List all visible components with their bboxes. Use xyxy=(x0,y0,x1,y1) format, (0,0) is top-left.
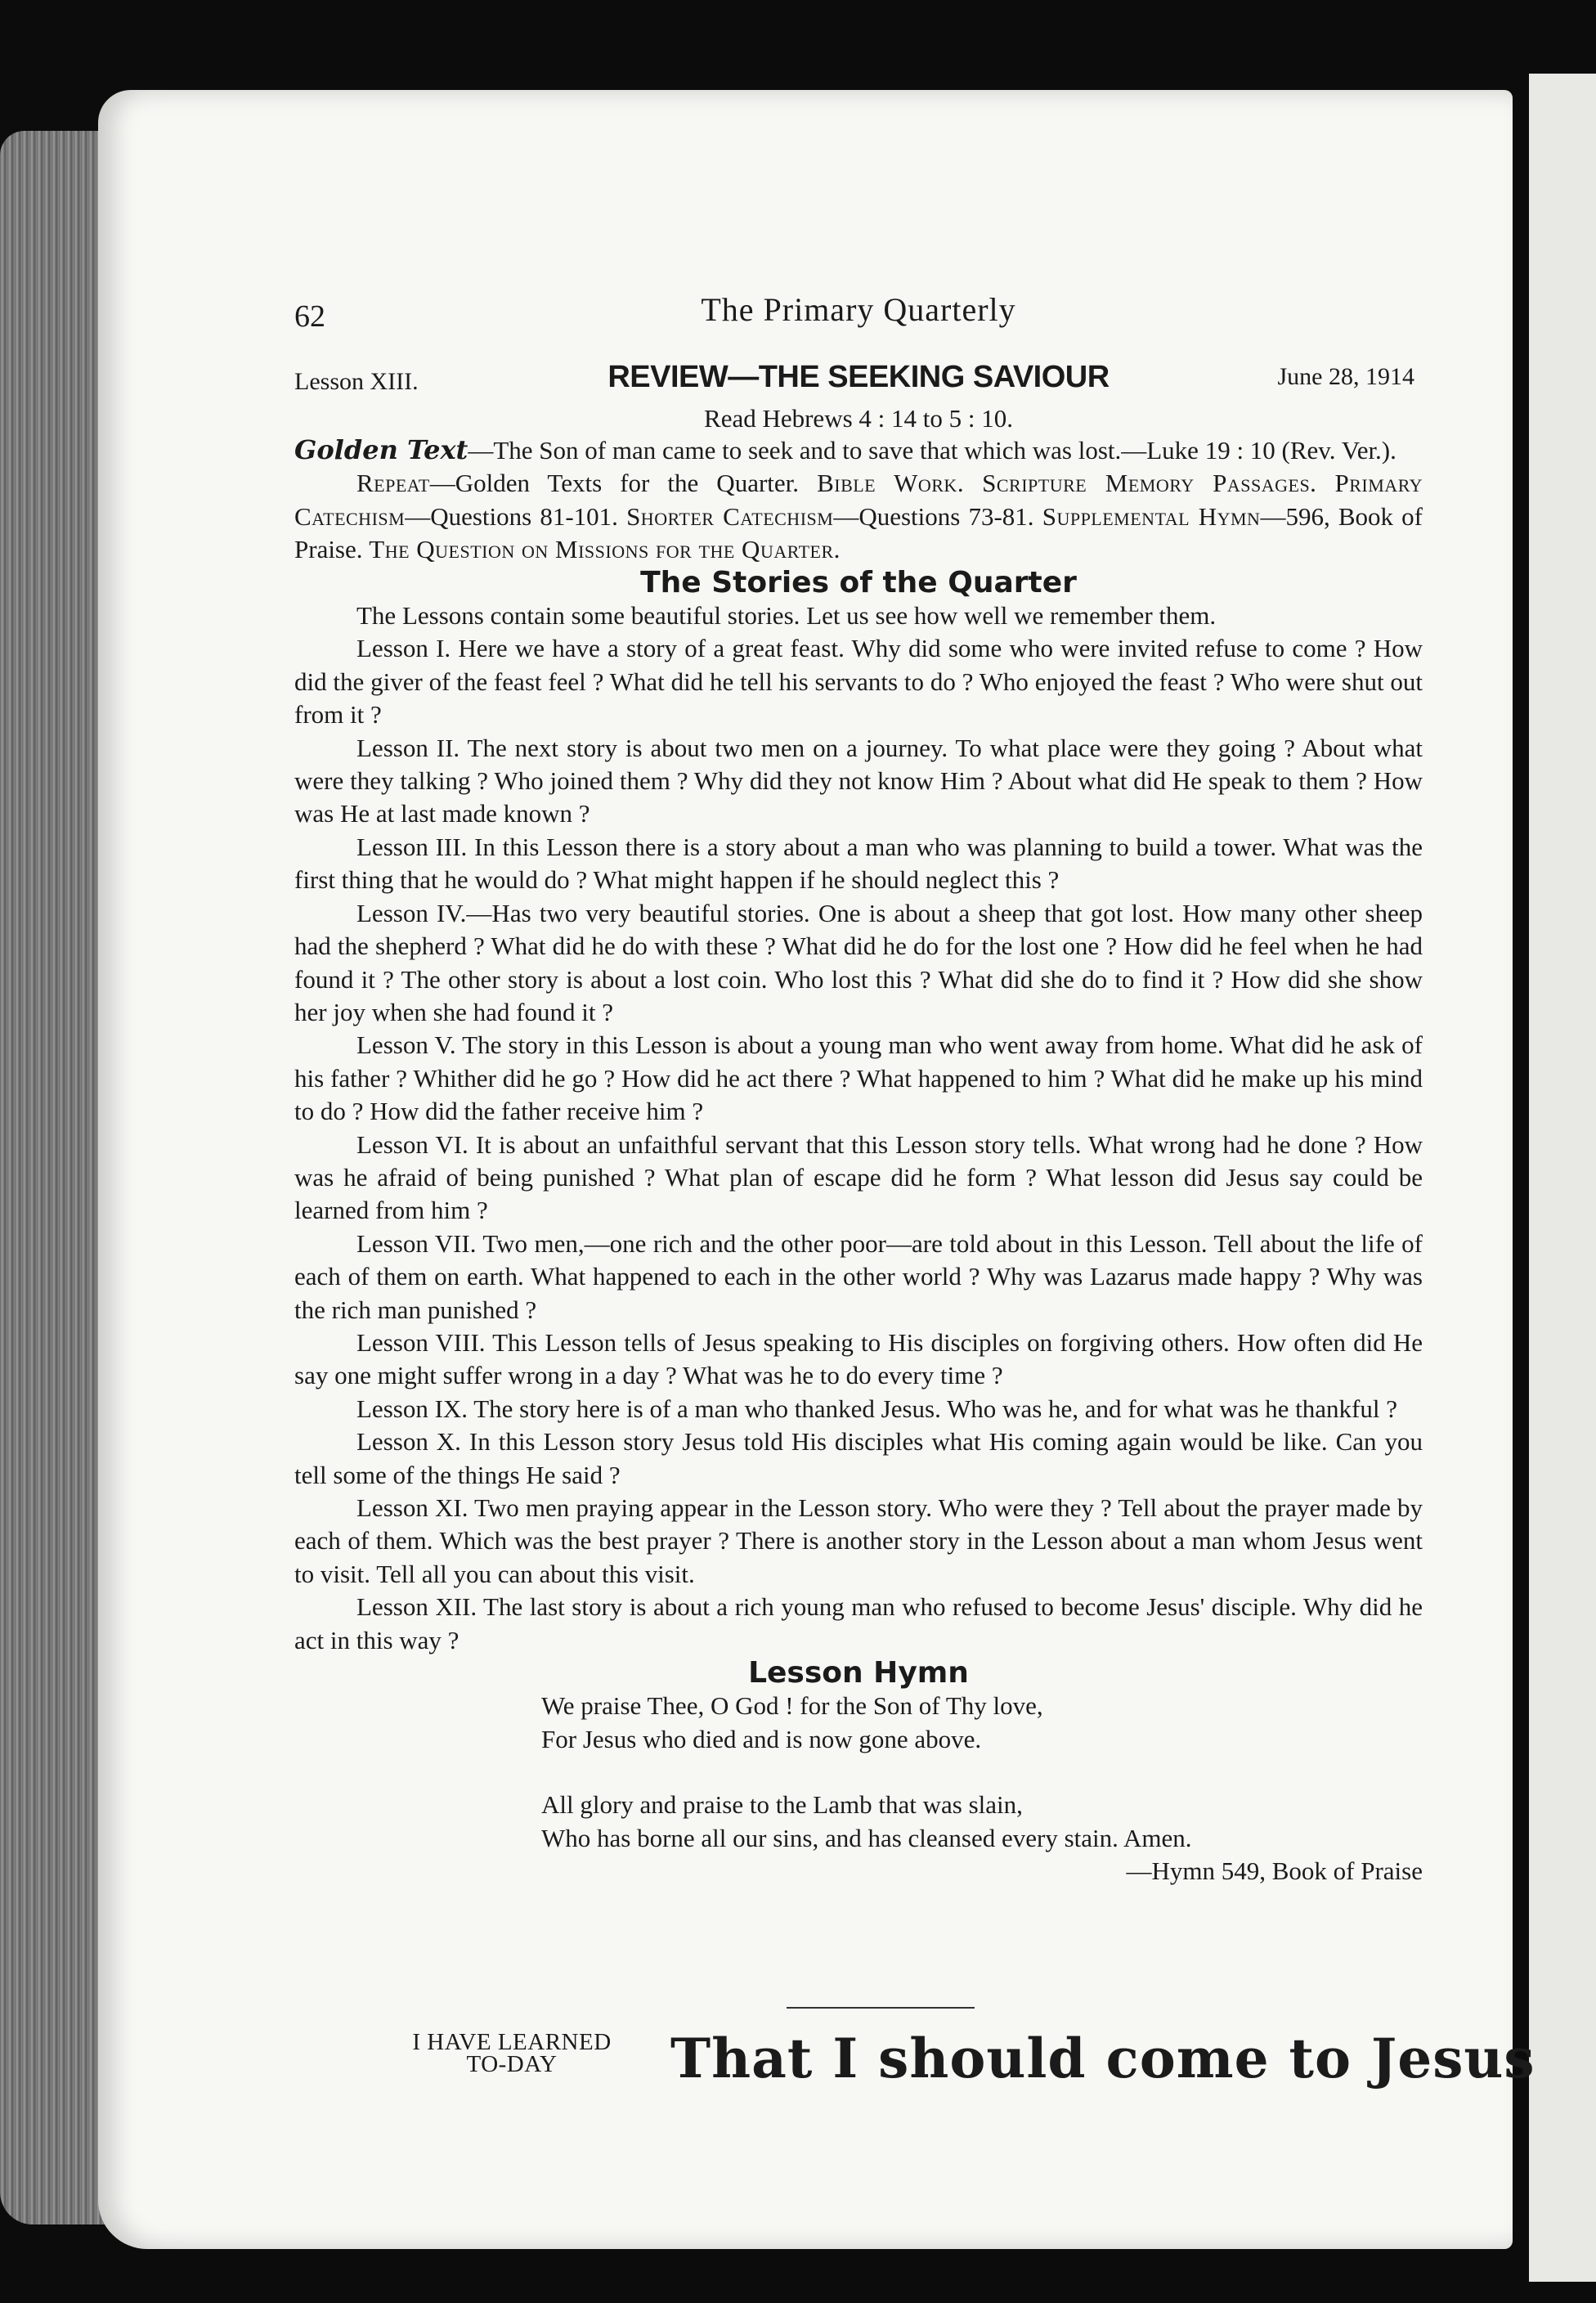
supplemental-hymn-label: Supplemental Hymn xyxy=(1042,501,1261,531)
hymn-stanza-gap xyxy=(541,1756,1423,1789)
missions-question-label: The Question on Missions for the Quarter. xyxy=(369,535,841,564)
repeat-text-6: —596, Book of Praise. xyxy=(294,501,1423,564)
lesson-date: June 28, 1914 xyxy=(1277,363,1414,390)
story-lesson-7: Lesson VII. Two men,—one rich and the other poor—are told about in this Lesson. Tell about the life of each of them on earth. What happened to each in the other world ? Why was Lazarus made happy ? Why was the rich man punished ? xyxy=(294,1228,1423,1324)
repeat-text-4: —Questions 81-101. xyxy=(405,501,627,531)
golden-text-body: —The Son of man came to seek and to save that which was lost.—Luke 19 : 10 (Rev. Ver.). xyxy=(468,436,1396,465)
story-lesson-12: Lesson XII. The last story is about a rich young man who refused to become Jesus' disciple. Why did he act in this way ? xyxy=(294,1592,1423,1654)
hymn-verses xyxy=(541,1690,1423,1855)
page-header xyxy=(294,290,1423,339)
story-lesson-9: Lesson IX. The story here is of a man who thanked Jesus. Who was he, and for what was he thankful ? xyxy=(356,1394,1397,1423)
story-lesson-3: Lesson III. In this Lesson there is a story about a man who was planning to build a tower. What was the first thing that he would do ? What might happen if he should neglect this ? xyxy=(294,832,1423,895)
story-lesson-1: Lesson I. Here we have a story of a great feast. Why did some who were invited refuse to come ? How did the giver of the feast feel ? What did he tell his servants to do ? Who enjoyed the feast ? Who were shut out from it ? xyxy=(294,634,1423,730)
lesson-body xyxy=(294,433,1423,1888)
lesson-heading xyxy=(294,360,1423,409)
hymn-credit: —Hymn 549, Book of Praise xyxy=(1126,1856,1423,1886)
hymn-line-4: Who has borne all our sins, and has cleansed every stain. Amen. xyxy=(541,1823,1192,1852)
facing-page-edge xyxy=(1529,74,1596,2282)
primary-catechism-label: Primary Catechism xyxy=(294,469,1423,531)
repeat-text-1: —Golden Texts for the Quarter. xyxy=(429,469,818,498)
hymn-line-1: We praise Thee, O God ! for the Son of Thy love, xyxy=(541,1691,1043,1721)
hymn-line-2: For Jesus who died and is now gone above. xyxy=(541,1724,982,1753)
stories-intro: The Lessons contain some beautiful stories. Let us see how well we remember them. xyxy=(356,601,1217,631)
repeat-paragraph xyxy=(294,467,1423,566)
bible-work-label: Bible Work. xyxy=(817,469,965,498)
lesson-motto: That I should come to Jesus xyxy=(670,2027,1535,2090)
lesson-number: Lesson XIII. xyxy=(294,368,419,395)
story-lesson-10: Lesson X. In this Lesson story Jesus told His disciples what His coming again would be like. Can you tell some of the things He said ? xyxy=(294,1427,1423,1489)
golden-text xyxy=(294,433,1423,467)
learned-line-1: I HAVE LEARNED xyxy=(412,2029,612,2055)
divider-rule xyxy=(787,2007,975,2009)
learned-line-2: TO-DAY xyxy=(466,2051,558,2077)
stories-heading: The Stories of the Quarter xyxy=(640,565,1077,599)
page-number: 62 xyxy=(294,299,325,334)
scripture-memory-label: Scripture Memory Passages. xyxy=(982,469,1317,498)
story-lesson-8: Lesson VIII. This Lesson tells of Jesus speaking to His disciples on forgiving others. How often did He say one might suffer wrong in a day ? What was he to do every time ? xyxy=(294,1327,1423,1390)
story-lesson-5: Lesson V. The story in this Lesson is about a young man who went away from home. What did he ask of his father ? Whither did he go ? How did he act there ? What happened to him ? What did he make up his mind to do ? How did the father receive him ? xyxy=(294,1030,1423,1126)
repeat-text-3 xyxy=(1316,469,1334,497)
repeat-text-5: —Questions 73-81. xyxy=(833,501,1042,531)
learned-label xyxy=(381,2031,643,2076)
golden-text-label: Golden Text xyxy=(294,434,468,465)
story-lesson-4: Lesson IV.—Has two very beautiful stories. One is about a sheep that got lost. How many other sheep had the shepherd ? What did he do with these ? What did he do for the lost one ? How did he feel when he had found it ? The other story is about a lost coin. Who lost this ? What did she do to find it ? How did she show her joy when she had found it ? xyxy=(294,898,1423,1026)
shorter-catechism-label: Shorter Catechism xyxy=(626,501,834,531)
scripture-reading: Read Hebrews 4 : 14 to 5 : 10. xyxy=(704,404,1013,433)
hymn-line-3: All glory and praise to the Lamb that was slain, xyxy=(541,1790,1023,1820)
running-title: The Primary Quarterly xyxy=(701,291,1016,328)
story-lesson-2: Lesson II. The next story is about two men on a journey. To what place were they going ? About what were they talking ? Who joined them ? Why did they not know Him ? About what did He speak to them ? How was He at last made known ? xyxy=(294,733,1423,828)
story-lesson-6: Lesson VI. It is about an unfaithful servant that this Lesson story tells. What wrong had he done ? How was he afraid of being punished ? What plan of escape did he form ? What lesson did Jesus say could be learned from him ? xyxy=(294,1129,1423,1225)
hymn-heading: Lesson Hymn xyxy=(748,1656,969,1690)
lesson-title: REVIEW—THE SEEKING SAVIOUR xyxy=(607,360,1110,394)
repeat-text-2 xyxy=(964,469,982,497)
repeat-label: Repeat xyxy=(356,469,430,498)
story-lesson-11: Lesson XI. Two men praying appear in the Lesson story. Who were they ? Tell about the prayer made by each of them. Which was the best prayer ? There is another story in the Lesson about a man whom Jesus went to visit. Tell all you can about this visit. xyxy=(294,1493,1423,1588)
